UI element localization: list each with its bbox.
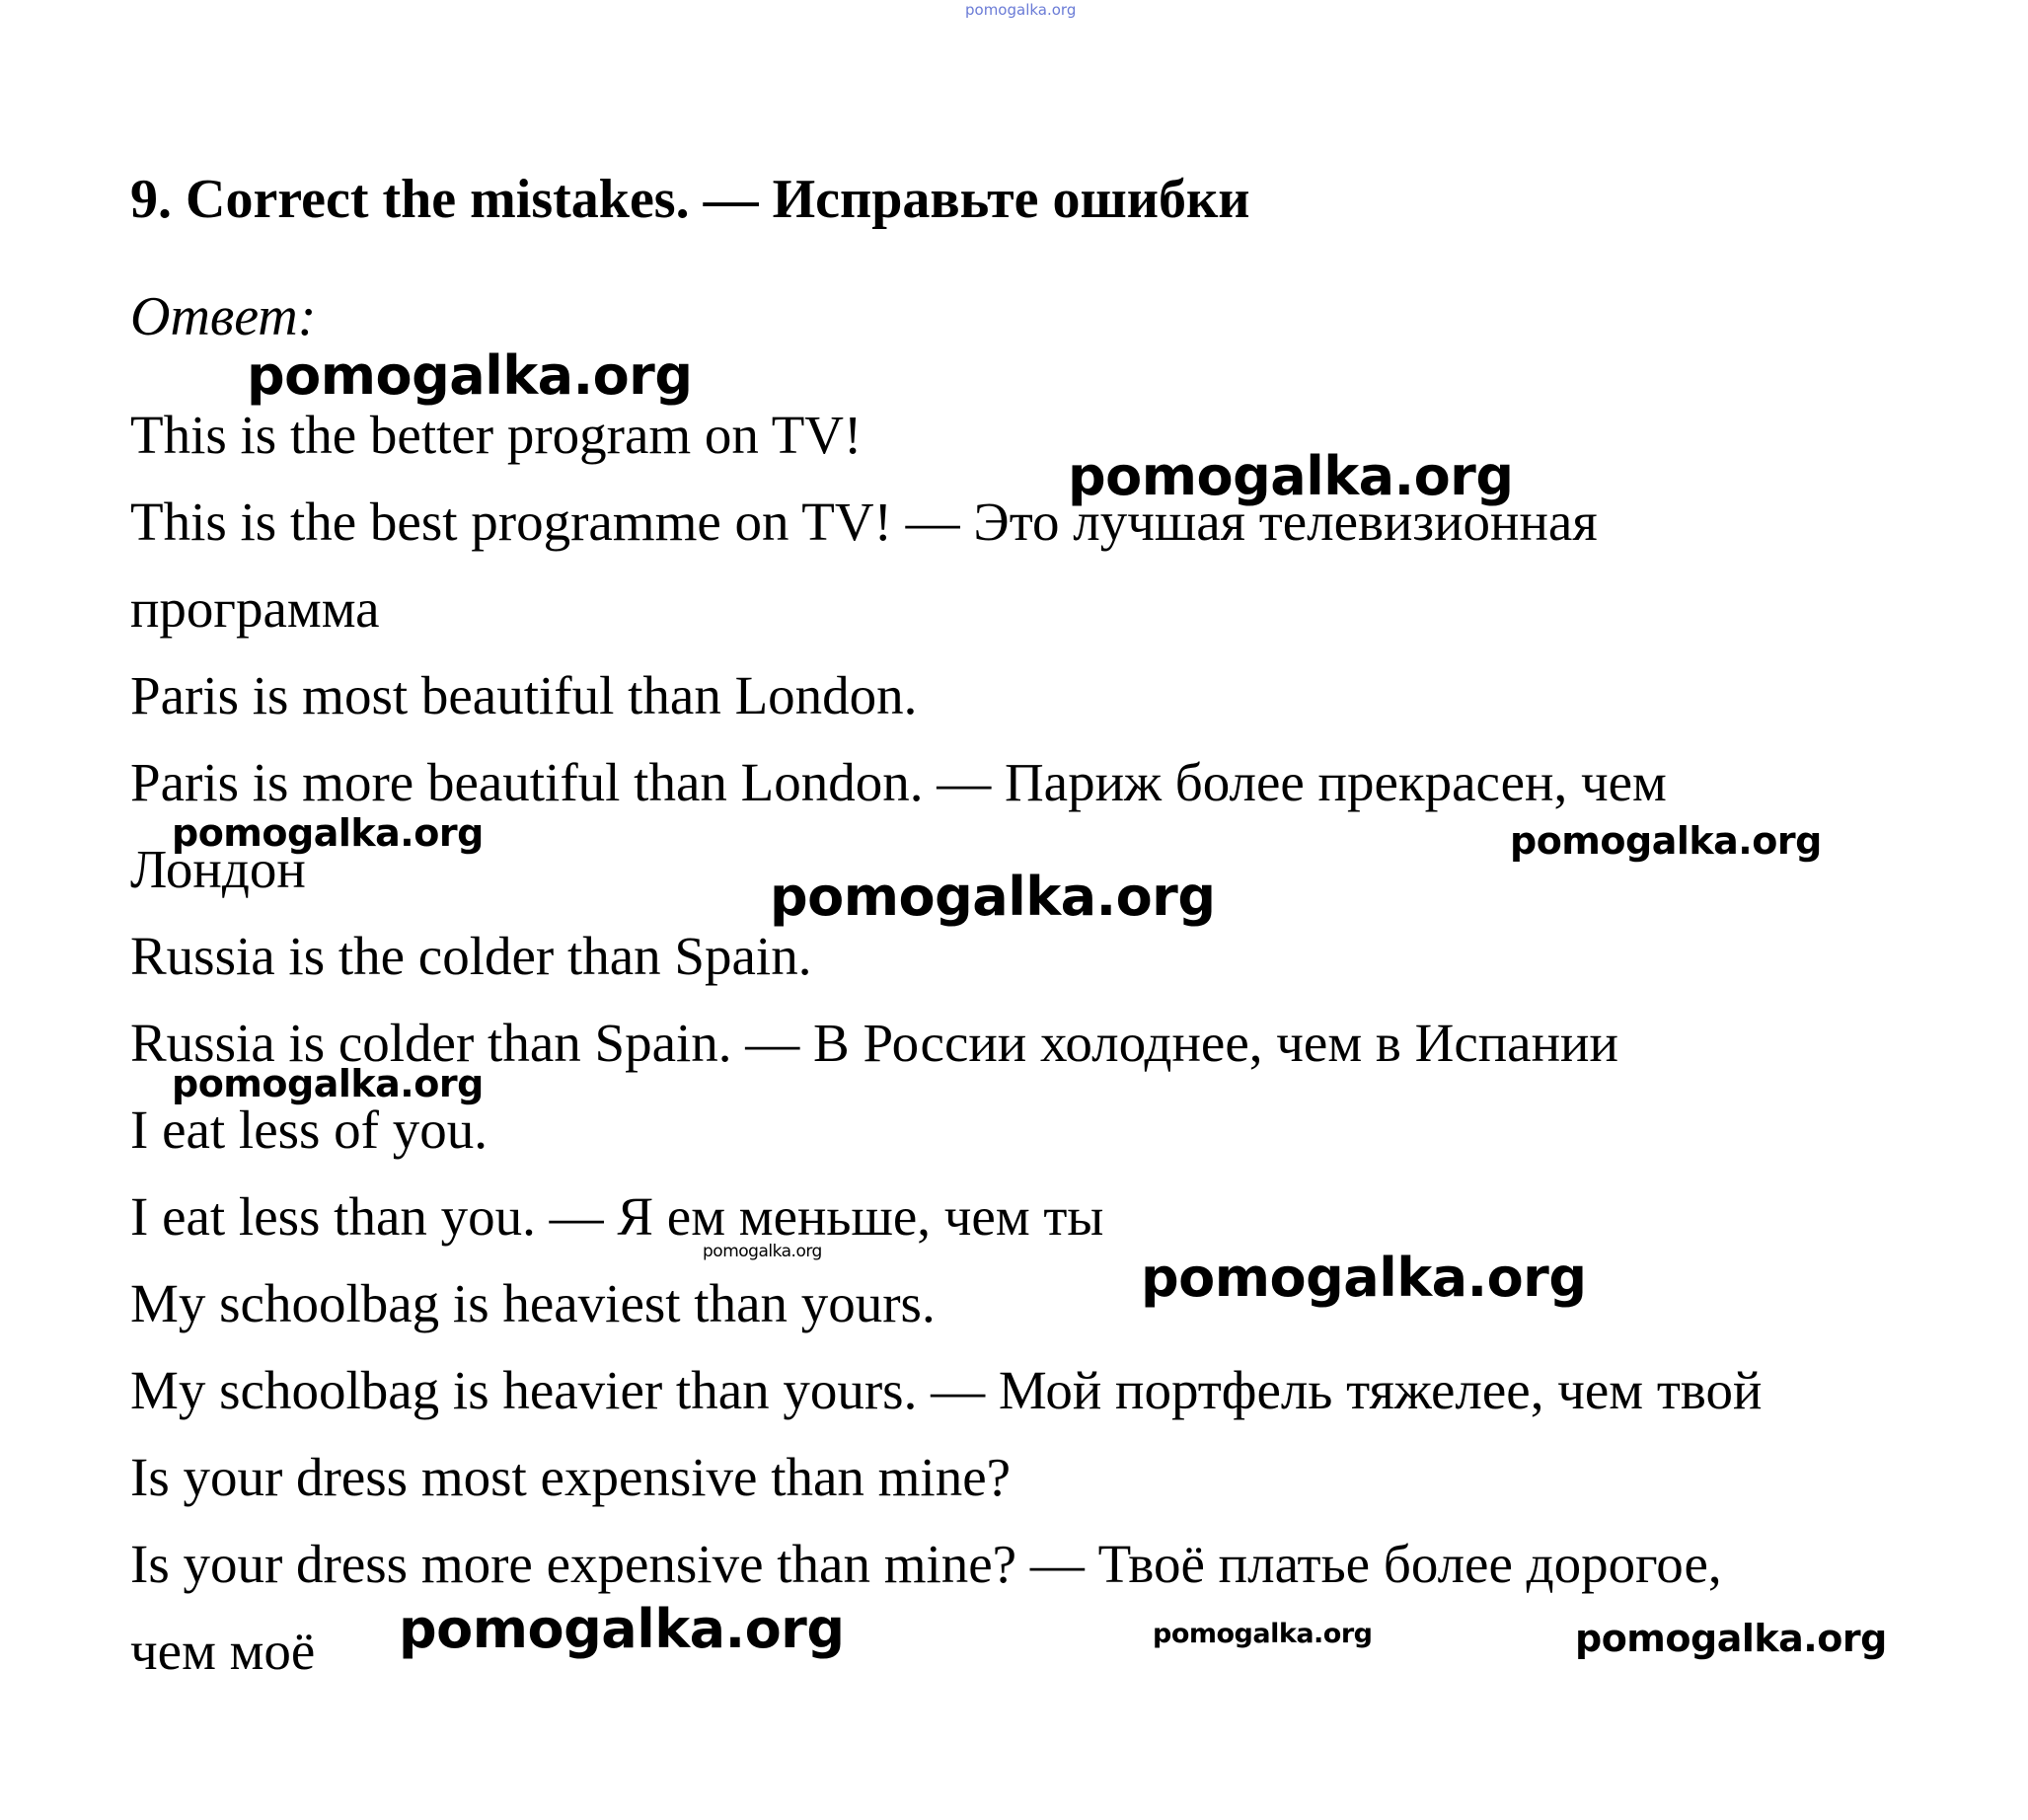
text-line: Russia is the colder than Spain. (130, 926, 812, 986)
answer-label: Ответ: (130, 286, 317, 347)
watermark: pomogalka.org (1153, 1619, 1373, 1649)
watermark: pomogalka.org (1510, 819, 1822, 863)
text-line: программа (130, 578, 380, 639)
text-line: This is the best programme on TV! — Это лучшая телевизионная (130, 492, 1598, 552)
watermark: pomogalka.org (1068, 445, 1514, 507)
text-line: This is the better program on TV! (130, 405, 863, 465)
watermark: pomogalka.org (1575, 1617, 1887, 1660)
text-line: My schoolbag is heavier than yours. — Мой портфель тяжелее, чем твой (130, 1360, 1763, 1420)
text-line: Is your dress more expensive than mine? — Твоё платье более дорогое, (130, 1534, 1722, 1594)
top-watermark: pomogalka.org (965, 1, 1077, 19)
watermark: pomogalka.org (1141, 1247, 1587, 1309)
watermark: pomogalka.org (247, 344, 693, 407)
text-line: Paris is most beautiful than London. (130, 665, 918, 725)
text-line: Лондон (130, 839, 306, 899)
text-line: чем моё (130, 1621, 316, 1681)
text-line: Is your dress most expensive than mine? (130, 1447, 1012, 1507)
text-line: Paris is more beautiful than London. — Париж более прекрасен, чем (130, 752, 1667, 812)
watermark: pomogalka.org (703, 1242, 822, 1261)
watermark: pomogalka.org (770, 866, 1216, 928)
text-line: Russia is colder than Spain. — В России холоднее, чем в Испании (130, 1013, 1618, 1073)
exercise-title: 9. Correct the mistakes. — Исправьте ошибки (130, 169, 1250, 230)
watermark: pomogalka.org (399, 1598, 845, 1660)
watermark: pomogalka.org (172, 811, 484, 855)
text-line: I eat less of you. (130, 1100, 488, 1160)
watermark: pomogalka.org (172, 1062, 484, 1105)
text-line: My schoolbag is heaviest than yours. (130, 1273, 936, 1333)
text-line: I eat less than you. — Я ем меньше, чем ты (130, 1186, 1104, 1247)
